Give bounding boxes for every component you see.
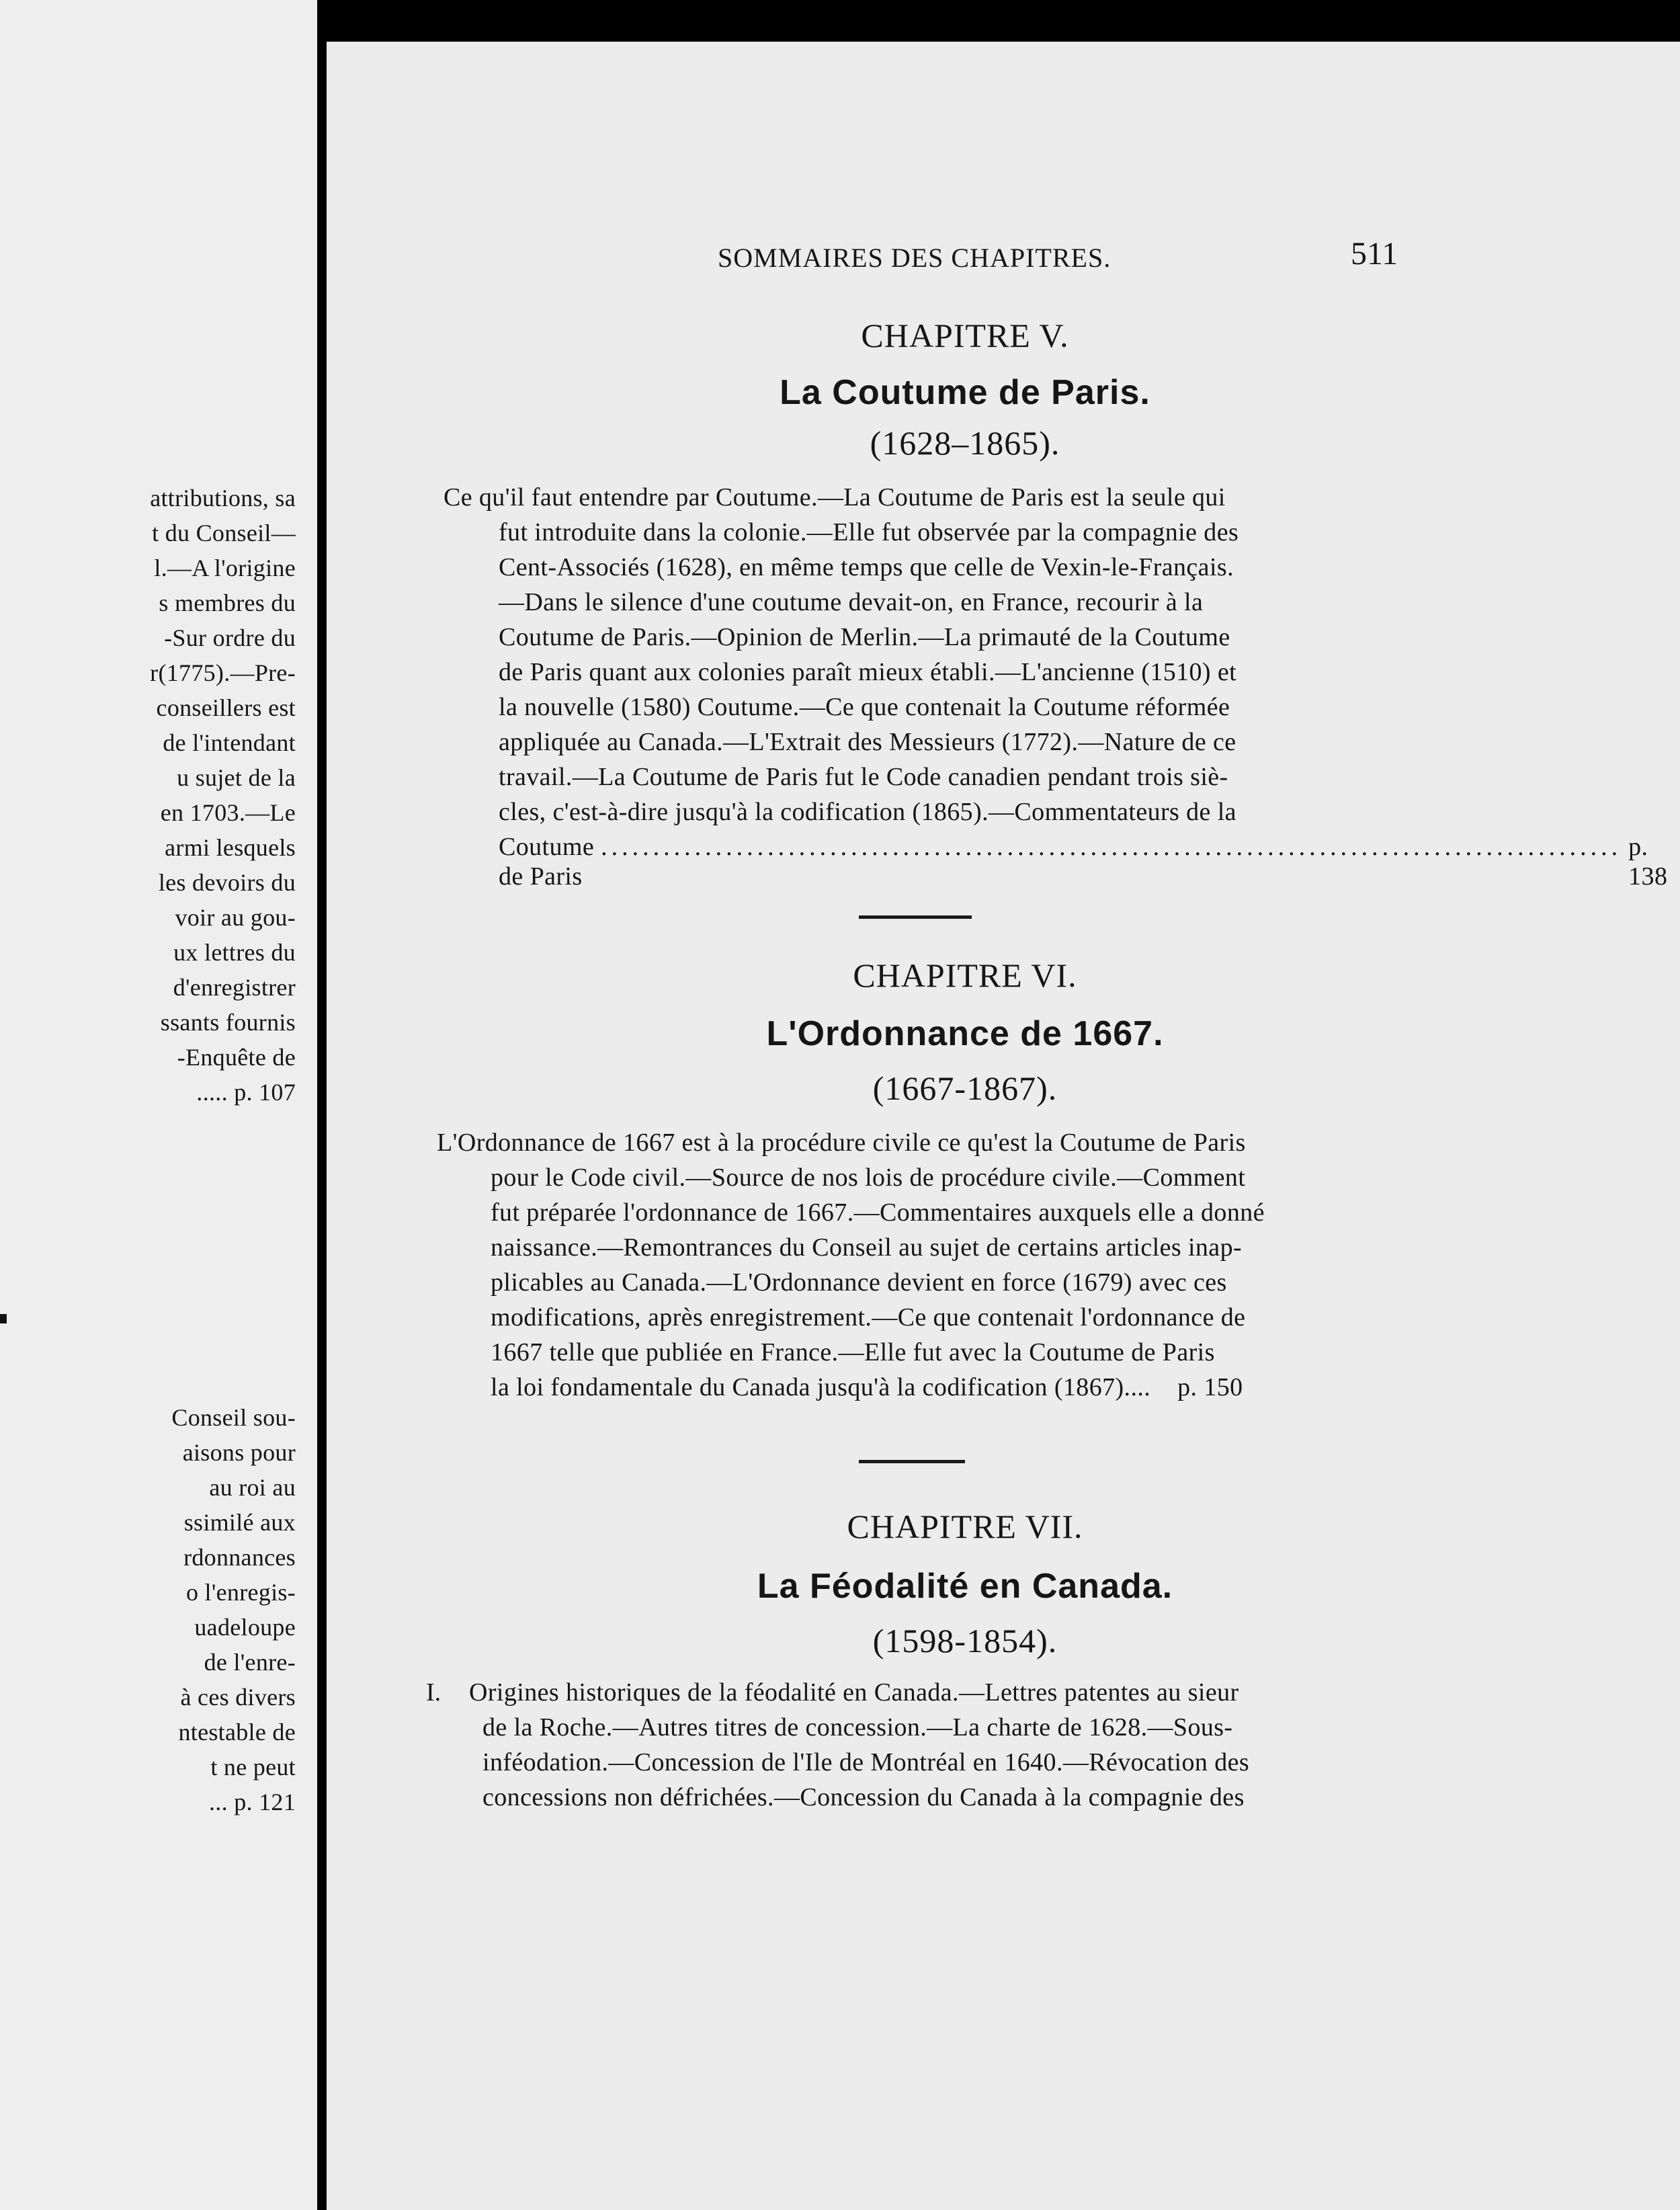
- summary-line: la loi fondamentale du Canada jusqu'à la codification (1867)....: [491, 1373, 1151, 1401]
- section-numeral: I.: [426, 1678, 442, 1707]
- running-head: SOMMAIRES DES CHAPITRES.: [718, 243, 1111, 273]
- summary-line: de Paris quant aux colonies paraît mieux établi.—L'ancienne (1510) et: [499, 658, 1237, 686]
- chapter-title: La Coutume de Paris.: [780, 373, 1150, 412]
- left-page-line: s membres du: [159, 589, 296, 616]
- page-reference: p. 150: [1177, 1373, 1243, 1401]
- summary-line: Coutume de Paris.—Opinion de Merlin.—La primauté de la Coutume: [499, 623, 1230, 651]
- left-page-line: aisons pour: [182, 1439, 296, 1466]
- summary-line: —Dans le silence d'une coutume devait-on, en France, recourir à la: [499, 588, 1204, 616]
- left-page-line: en 1703.—Le: [160, 799, 296, 826]
- section-divider: [859, 915, 972, 919]
- left-page-line: t du Conseil—: [152, 520, 296, 546]
- left-page-line: armi lesquels: [165, 834, 296, 861]
- summary-line: L'Ordonnance de 1667 est à la procédure civile ce qu'est la Coutume de Paris: [437, 1129, 1246, 1157]
- left-page-line: ... p. 121: [209, 1789, 296, 1815]
- left-page-line: o l'enregis-: [185, 1579, 296, 1606]
- left-page-line: attributions, sa: [150, 485, 296, 511]
- page-511: [327, 42, 1680, 2210]
- left-page-line: -Sur ordre du: [164, 624, 296, 651]
- page-reference: p. 138: [1628, 833, 1668, 891]
- summary-line: concessions non défrichées.—Concession du Canada à la compagnie des: [482, 1783, 1245, 1811]
- summary-line: 1667 telle que publiée en France.—Elle fut avec la Coutume de Paris: [491, 1338, 1215, 1366]
- summary-line: Cent-Associés (1628), en même temps que celle de Vexin-le-Français.: [499, 553, 1234, 581]
- left-page-line: à ces divers: [180, 1684, 296, 1711]
- summary-line: Ce qu'il faut entendre par Coutume.—La Coutume de Paris est la seule qui: [444, 483, 1226, 511]
- chapter-dates: (1667-1867).: [872, 1069, 1058, 1107]
- summary-line: Origines historiques de la féodalité en Canada.—Lettres patentes au sieur: [469, 1678, 1239, 1707]
- summary-line: Coutume de Paris: [499, 833, 595, 891]
- page-number: 511: [1351, 236, 1398, 272]
- chapter-title: L'Ordonnance de 1667.: [766, 1014, 1164, 1053]
- chapter-title: La Féodalité en Canada.: [757, 1567, 1173, 1606]
- left-page-line: les devoirs du: [158, 869, 296, 896]
- chapter-dates: (1598-1854).: [872, 1622, 1058, 1660]
- leader-dots: ..................................................................................................: [601, 833, 1622, 861]
- left-page-line: voir au gou-: [175, 904, 296, 931]
- page-reference-row: [491, 1373, 1357, 1402]
- left-page-line: ntestable de: [178, 1719, 296, 1746]
- summary-line: fut introduite dans la colonie.—Elle fut observée par la compagnie des: [499, 518, 1239, 546]
- left-page-line: rdonnances: [183, 1544, 296, 1571]
- left-page-line: d'enregistrer: [173, 974, 296, 1001]
- left-page-line: conseillers est: [156, 694, 296, 721]
- summary-line: plicables au Canada.—L'Ordonnance devient en force (1679) avec ces: [491, 1268, 1227, 1297]
- chapter-label: CHAPITRE V.: [861, 317, 1069, 354]
- section-divider: [859, 1460, 965, 1463]
- left-page-line: Conseil sou-: [171, 1404, 296, 1431]
- summary-line: naissance.—Remontrances du Conseil au sujet de certains articles inap-: [491, 1233, 1243, 1262]
- left-page-line: t ne peut: [210, 1754, 296, 1781]
- chapter-label: CHAPITRE VII.: [847, 1508, 1083, 1545]
- left-page-line: de l'enre-: [204, 1649, 296, 1676]
- summary-line: fut préparée l'ordonnance de 1667.—Commentaires auxquels elle a donné: [491, 1198, 1265, 1227]
- left-page-line: u sujet de la: [177, 764, 296, 791]
- margin-mark: [0, 1314, 7, 1323]
- summary-line: cles, c'est-à-dire jusqu'à la codification (1865).—Commentateurs de la: [499, 798, 1236, 826]
- summary-line: pour le Code civil.—Source de nos lois de procédure civile.—Comment: [491, 1163, 1246, 1192]
- left-page-line: au roi au: [209, 1474, 296, 1501]
- summary-line: la nouvelle (1580) Coutume.—Ce que contenait la Coutume réformée: [499, 693, 1230, 721]
- left-page-line: ssants fournis: [160, 1009, 296, 1036]
- left-page-line: de l'intendant: [163, 729, 296, 756]
- left-page-line: ..... p. 107: [196, 1079, 296, 1106]
- summary-line: appliquée au Canada.—L'Extrait des Messieurs (1772).—Nature de ce: [499, 728, 1236, 756]
- left-page-line: -Enquête de: [177, 1044, 296, 1071]
- summary-line: travail.—La Coutume de Paris fut le Code canadien pendant trois siè-: [499, 763, 1228, 791]
- chapter-label: CHAPITRE VI.: [853, 956, 1077, 994]
- summary-line: inféodation.—Concession de l'Ile de Montréal en 1640.—Révocation des: [482, 1748, 1250, 1776]
- left-page-line: l.—A l'origine: [154, 555, 296, 581]
- left-page-line: r(1775).—Pre-: [150, 659, 296, 686]
- previous-page-fragment: [0, 0, 317, 2210]
- chapter-dates: (1628–1865).: [870, 424, 1060, 462]
- page-reference-row: [499, 832, 1668, 891]
- left-page-line: ux lettres du: [173, 939, 296, 966]
- summary-line: de la Roche.—Autres titres de concession.—La charte de 1628.—Sous-: [482, 1713, 1233, 1742]
- left-page-line: ssimilé aux: [183, 1509, 296, 1536]
- left-page-line: uadeloupe: [194, 1614, 296, 1641]
- summary-line: modifications, après enregistrement.—Ce que contenait l'ordonnance de: [491, 1303, 1246, 1332]
